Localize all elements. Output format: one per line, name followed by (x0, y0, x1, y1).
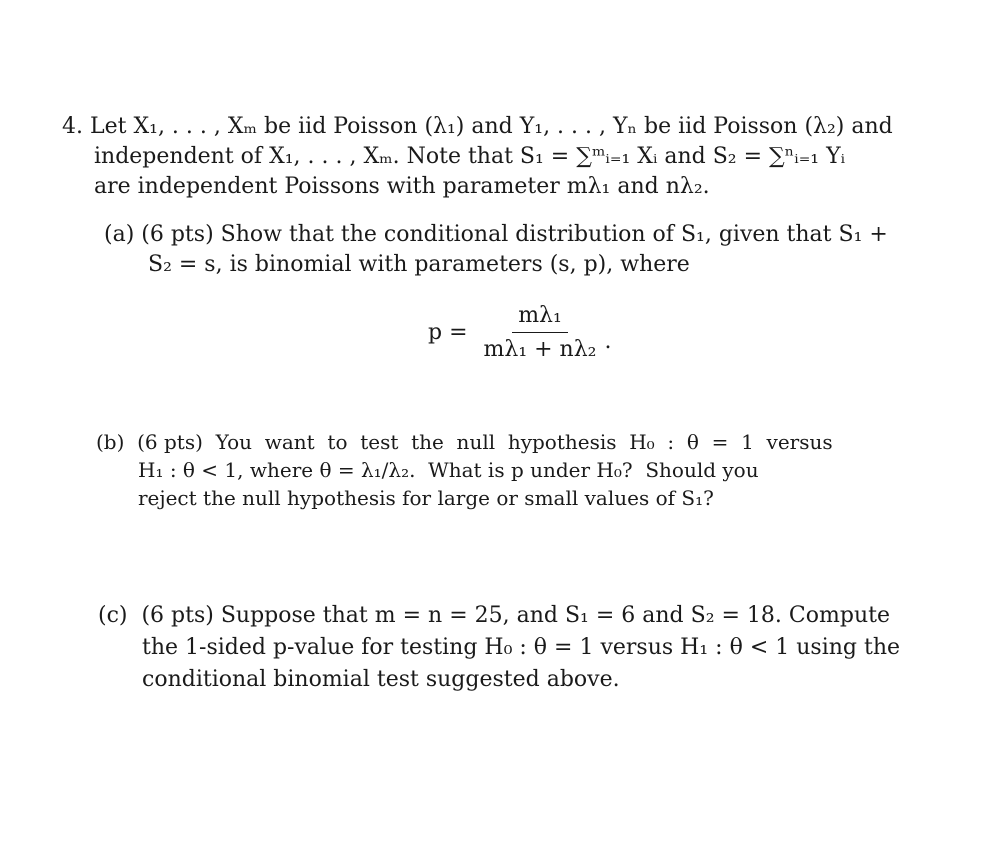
part-b (96, 428, 833, 512)
formula-numerator: mλ₁ (512, 303, 568, 333)
part-a-line-1: (a) (6 pts) Show that the conditional distribution of S₁, given that S₁ + (104, 222, 888, 247)
formula-fraction (478, 303, 603, 362)
part-b-line-2: H₁ : θ < 1, where θ = λ₁/λ₂. What is p under H₀? Should you (138, 458, 759, 482)
formula-denominator: mλ₁ + nλ₂ (483, 337, 597, 362)
problem-line-1-text: Let X₁, . . . , Xₘ be iid Poisson (λ₁) and Y₁, . . . , Yₙ be iid Poisson (λ₂) and (90, 114, 893, 139)
part-c-line-2: the 1-sided p-value for testing H₀ : θ = 1 versus H₁ : θ < 1 using the (142, 635, 901, 660)
problem-statement (62, 112, 893, 202)
part-a-line-2: S₂ = s, is binomial with parameters (s, p), where (148, 252, 690, 277)
problem-line-1 (62, 112, 893, 142)
part-b-line-3: reject the null hypothesis for large or small values of S₁? (138, 486, 714, 510)
part-b-line-1: (b) (6 pts) You want to test the null hypothesis H₀ : θ = 1 versus (96, 430, 833, 454)
problem-line-2: independent of X₁, . . . , Xₘ. Note that S₁ = ∑ᵐᵢ₌₁ Xᵢ and S₂ = ∑ⁿᵢ₌₁ Yᵢ (94, 144, 846, 169)
part-c-line-3: conditional binomial test suggested above. (142, 667, 620, 692)
part-c-line-1: (c) (6 pts) Suppose that m = n = 25, and S₁ = 6 and S₂ = 18. Compute (98, 603, 890, 628)
part-a (104, 220, 888, 280)
part-c (98, 600, 900, 696)
problem-line-3: are independent Poissons with parameter mλ₁ and nλ₂. (94, 174, 710, 199)
problem-number: 4. (62, 114, 83, 139)
formula-lhs: p = (428, 320, 468, 345)
binomial-p-formula (428, 303, 612, 362)
formula-period: . (604, 329, 612, 354)
